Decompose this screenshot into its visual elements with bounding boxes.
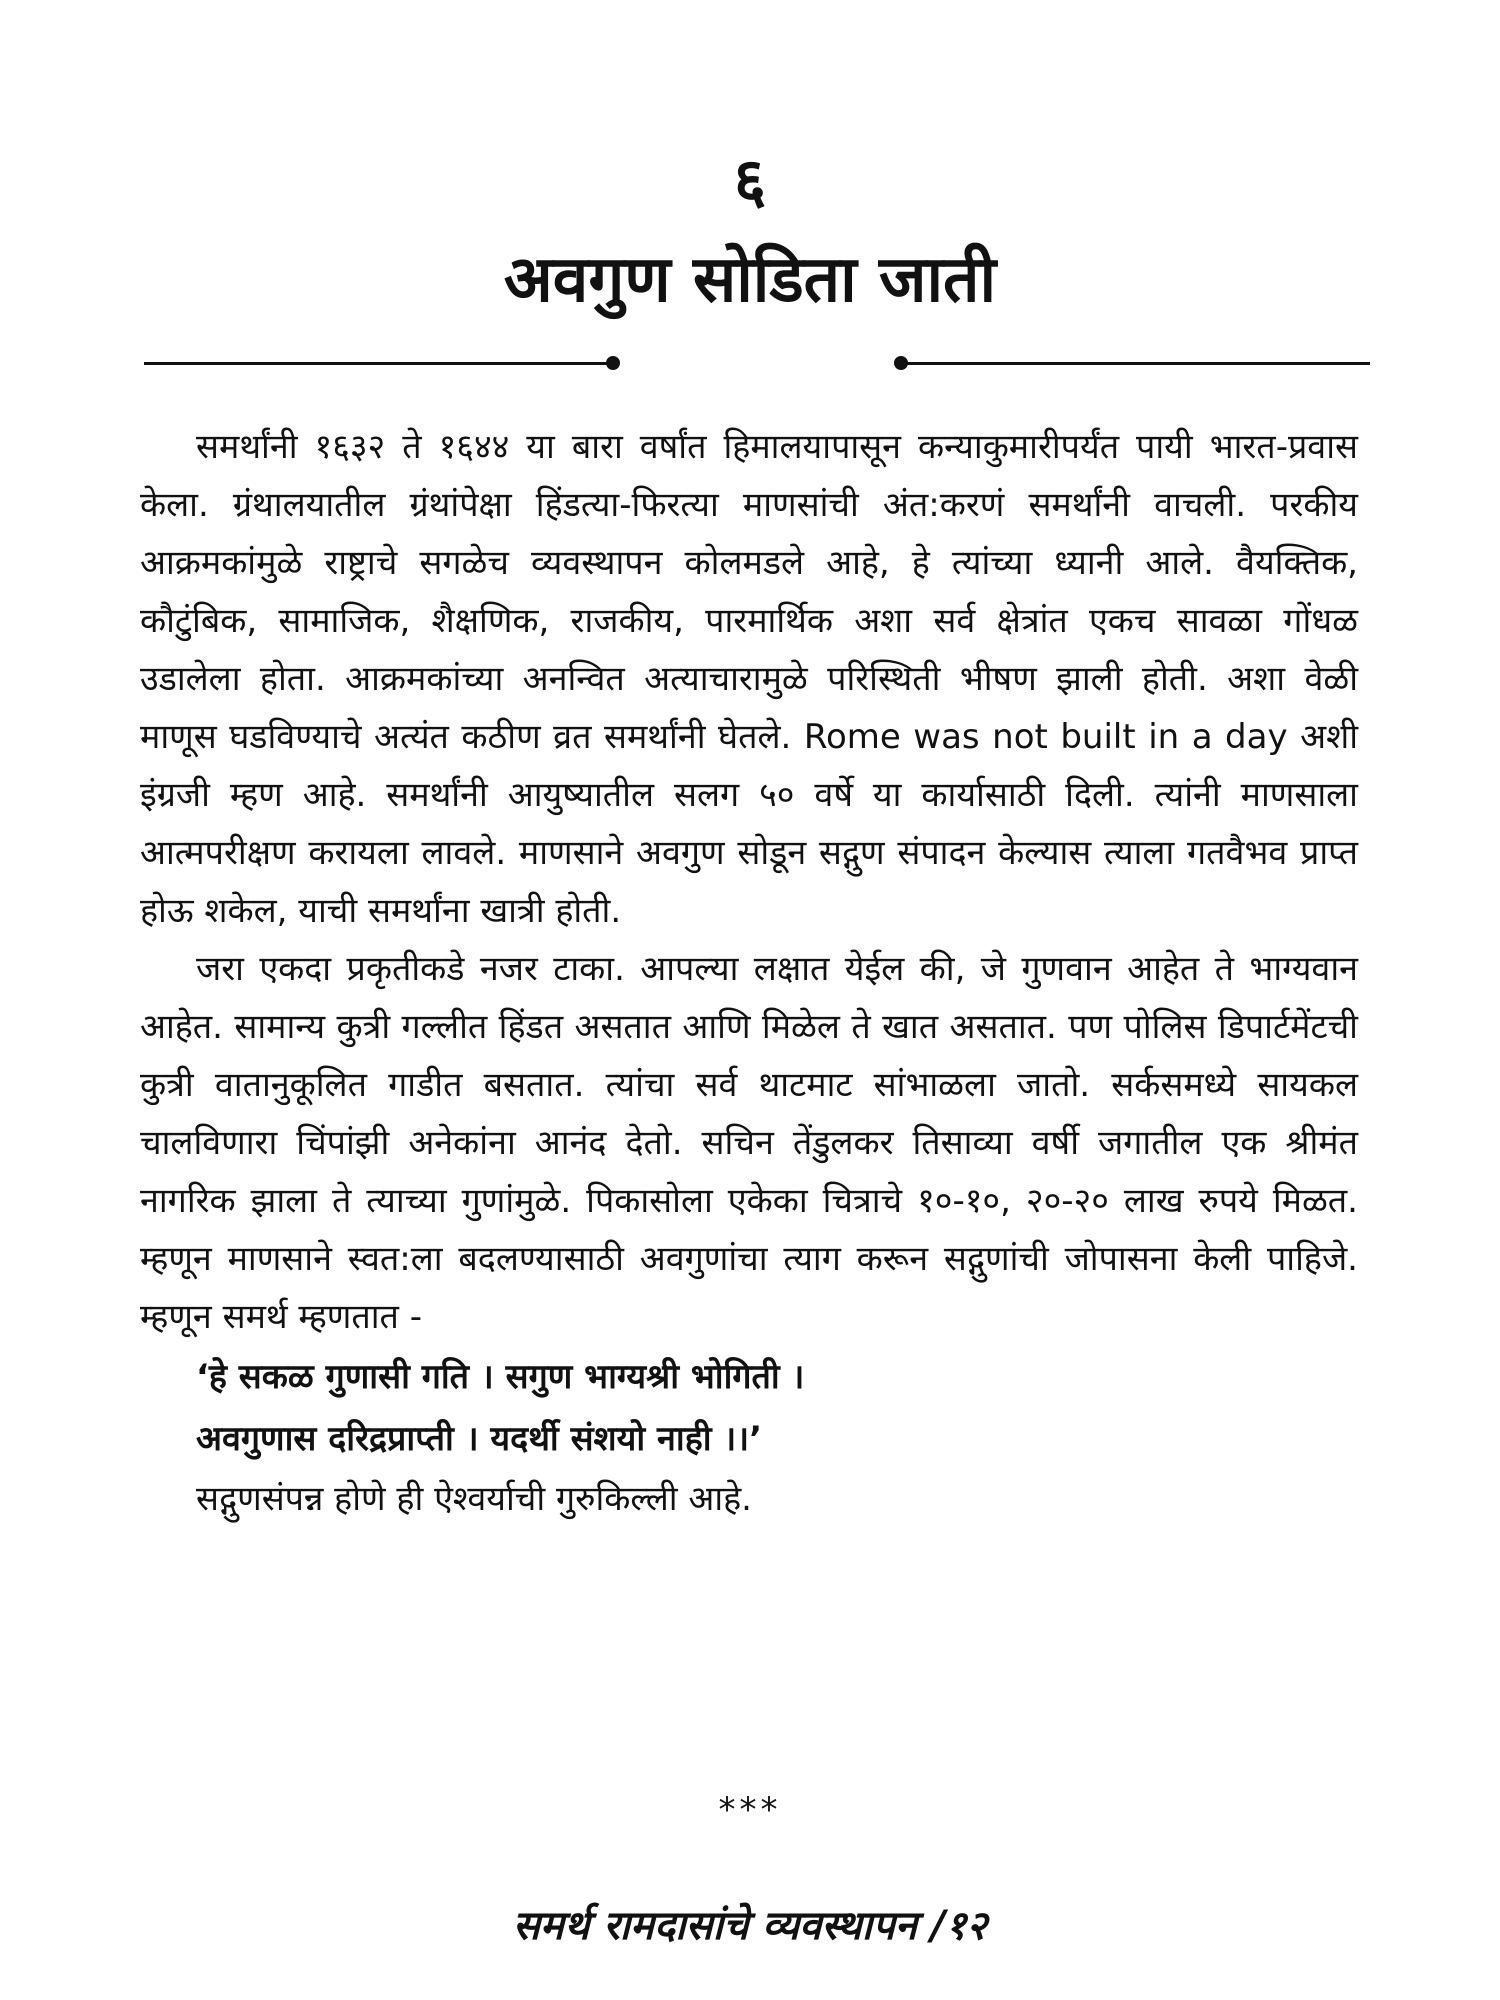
chapter-title: अवगुण सोडिता जाती bbox=[503, 243, 997, 317]
closing-line: सद्गुणसंपन्न होणे ही ऐश्वर्याची गुरुकिल्ली आहे. bbox=[196, 1479, 752, 1519]
paragraph-2: जरा एकदा प्रकृतीकडे नजर टाका. आपल्या लक्षात येईल की, जे गुणवान आहेत ते भाग्यवान आहेत. सामान्य कुत्री गल्लीत हिंडत असतात आणि मिळेल ते खात असतात. पण पोलिस डिपार्टमेंटची कुत्री वातानुकूलित गाडीत बसतात. त्यांचा सर्व थाटमाट सांभाळला जातो. सर्कसमध्ये सायकल चालविणारा चिंपांझी अनेकांना आनंद देतो. सचिन तेंडुलकर तिसाव्या वर्षी जगातील एक श्रीमंत नागरिक झाला ते त्याच्या गुणांमुळे. पिकासोला एकेका चित्राचे १०-१०, २०-२० लाख रुपये मिळत. म्हणून माणसाने स्वत:ला बदलण्यासाठी अवगुणांचा त्याग करून सद्गुणांची जोपासना केली पाहिजे. म्हणून समर्थ म्हणतात - bbox=[140, 949, 1358, 1337]
divider-line-right bbox=[900, 362, 1370, 365]
paragraph-1: समर्थांनी १६३२ ते १६४४ या बारा वर्षांत हिमालयापासून कन्याकुमारीपर्यंत पायी भारत-प्रवास केला. ग्रंथालयातील ग्रंथांपेक्षा हिंडत्या-फिरत्या माणसांची अंत:करणं समर्थांनी वाचली. परकीय आक्रमकांमुळे राष्ट्राचे सगळेच व्यवस्थापन कोलमडले आहे, हे त्यांच्या ध्यानी आले. वैयक्तिक, कौटुंबिक, सामाजिक, शैक्षणिक, राजकीय, पारमार्थिक अशा सर्व क्षेत्रांत एकच सावळा गोंधळ उडालेला होता. आक्रमकांच्या अनन्वित अत्याचारामुळे परिस्थिती भीषण झाली होती. अशा वेळी माणूस घडविण्याचे अत्यंत कठीण व्रत समर्थांनी घेतले. Rome was not built in a day अशी इंग्रजी म्हण आहे. समर्थांनी आयुष्यातील सलग ५० वर्षे या कार्यासाठी दिली. त्यांनी माणसाला आत्मपरीक्षण करायला लावले. माणसाने अवगुण सोडून सद्गुण संपादन केल्यास त्याला गतवैभव प्राप्त होऊ शकेल, याची समर्थांना खात्री होती. bbox=[140, 427, 1358, 931]
divider-dot-left bbox=[606, 356, 620, 370]
divider-line-left bbox=[144, 362, 614, 365]
title-divider-ornament bbox=[144, 356, 1370, 370]
chapter-body bbox=[140, 418, 1358, 1528]
page-footer: समर्थ रामदासांचे व्यवस्थापन /१२ bbox=[512, 1903, 988, 1949]
verse-line-1: ‘हे सकळ गुणासी गति । सगुण भाग्यश्री भोगिती । bbox=[196, 1357, 805, 1397]
verse-line-2: अवगुणास दरिद्रप्राप्ती । यदर्थी संशयो नाही ।।’ bbox=[196, 1419, 763, 1459]
section-end-stars: *** bbox=[718, 1790, 782, 1830]
chapter-number: ६ bbox=[733, 144, 767, 217]
verse-quote bbox=[140, 1346, 1358, 1470]
